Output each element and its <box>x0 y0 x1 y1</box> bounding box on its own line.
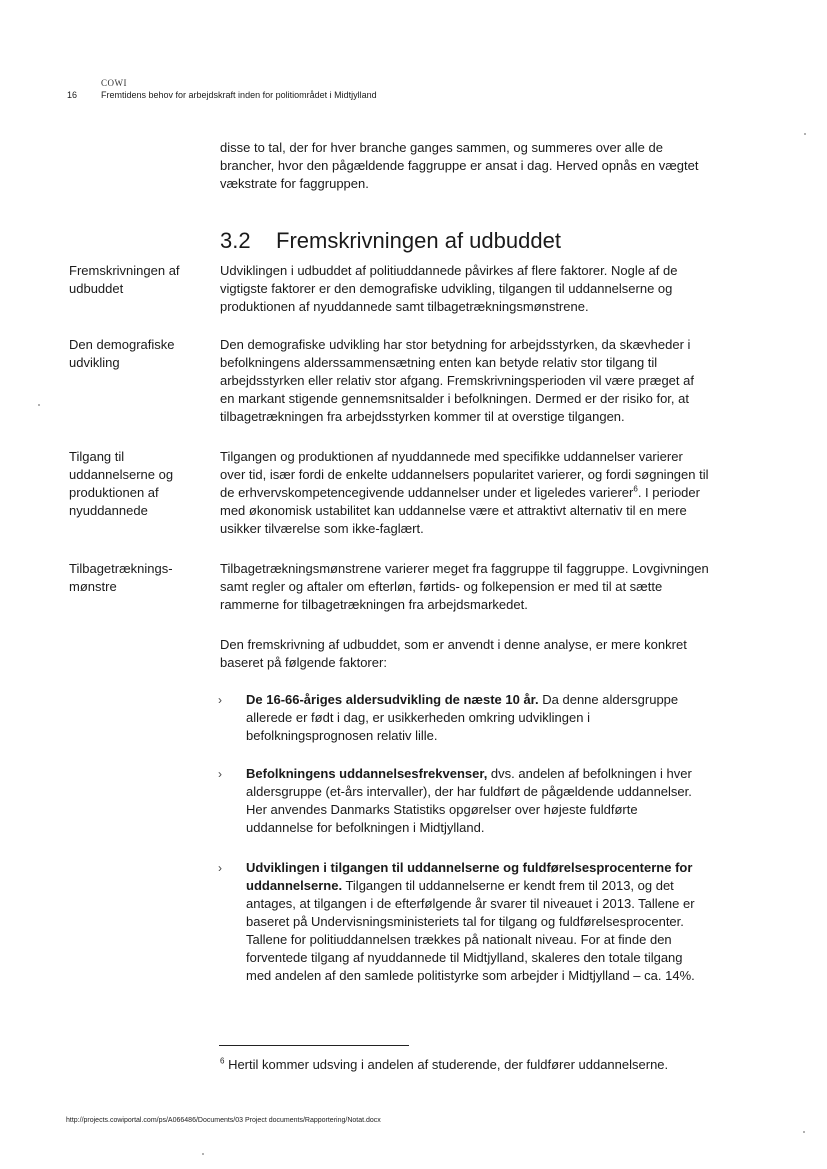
bullet-marker: › <box>218 861 222 875</box>
paragraph-tilgang <box>220 448 710 538</box>
bullet-marker: › <box>218 693 222 707</box>
paragraph-tilgang-part1: Tilgangen og produktionen af nyuddannede med specifikke uddannelser varierer over tid, især fordi de enkelte uddannelsers popularitet varierer, og fordi søgningen til de erhvervskompetencegivende uddannelser under et ligeledes varierer <box>220 449 709 500</box>
bullet-item-uddannelsesfrekvenser <box>246 765 708 837</box>
paragraph-demografi: Den demografiske udvikling har stor betydning for arbejdsstyrken, da skævheder i befolkningens alderssammensætning enten kan betyde relativ stor tilgang til arbejdsstyrken eller relativ stor afgang. Fremskrivningsperioden vil være præget af en markant stigende gennemsnitsalder i befolkningen. Dermed er der risiko for, at tilbagetrækningen fra arbejdsstyrken kommer til at overstige tilgangen. <box>220 337 694 424</box>
paragraph-fremskrivning: Den fremskrivning af udbuddet, som er anvendt i denne analyse, er mere konkret baseret på følgende faktorer: <box>220 637 687 670</box>
scan-speck <box>804 133 806 135</box>
footnote-separator <box>219 1045 409 1046</box>
margin-note-demografi: Den demografiske udvikling <box>69 337 175 370</box>
margin-note-fremskrivning: Fremskrivningen af udbuddet <box>69 263 180 296</box>
scan-speck <box>803 1131 805 1133</box>
running-title: Fremtidens behov for arbejdskraft inden for politiområdet i Midtjylland <box>101 90 377 100</box>
margin-note-tilgang: Tilgang til uddannelserne og produktionen af nyuddannede <box>69 449 174 518</box>
footnote <box>220 1056 668 1074</box>
bullet-item-bold: Udviklingen i tilgangen til uddannelserne og fuldførelsesprocenterne for uddannelserne. <box>246 860 693 893</box>
paragraph-tilbagetraekning: Tilbagetrækningsmønstrene varierer meget fra faggruppe til faggruppe. Lovgivningen samt regler og aftaler om efterløn, førtids- og folkepension er med til at sætte rammerne for tilbagetrækningen fra arbejdsmarkedet. <box>220 561 709 612</box>
footer-document-path: http://projects.cowiportal.com/ps/A066486/Documents/03 Project documents/Rapportering/Notat.docx <box>66 1117 381 1124</box>
scan-speck <box>202 1153 204 1155</box>
section-heading <box>220 227 561 255</box>
margin-note-tilbagetraekning: Tilbagetræknings-mønstre <box>69 561 173 594</box>
bullet-item-tilgang <box>246 859 708 985</box>
bullet-item-aldersudvikling <box>246 691 708 745</box>
company-logo: COWI <box>101 78 127 88</box>
bullet-item-text: Da denne aldersgruppe allerede er født i dag, er usikkerheden omkring udviklingen i befolkningsprognosen relativ lille. <box>246 692 679 743</box>
scan-speck <box>38 404 40 406</box>
bullet-item-text: Tilgangen til uddannelserne er kendt frem til 2013, og det antages, at tilgangen i de efterfølgende år svarer til niveauet i 2013. Tallene er baseret på Undervisningsministeriets tal for tilgang og fuldførelsesprocenter. Tallene for politiuddannelsen trækkes på nationalt niveau. For at finde den forventede tilgang af nyuddannede til Midtjylland, skaleres den totale tilgang med andelen af den samlede politistyrke som arbejder i Midtjylland – ca. 14%. <box>246 878 695 983</box>
footnote-ref: 6 <box>633 484 638 494</box>
paragraph-udbud: Udviklingen i udbuddet af politiuddannede påvirkes af flere faktorer. Nogle af de vigtigste faktorer er den demografiske udvikling, tilgangen til uddannelserne og produktionen af nyuddannede samt tilbagetrækningsmønstrene. <box>220 263 678 314</box>
bullet-item-text: dvs. andelen af befolkningen i hver aldersgruppe (et-års intervaller), der har fuldført de pågældende uddannelser. Her anvendes Danmarks Statistiks opgørelser over højeste fuldførte uddannelse for befolkningen i Midtjylland. <box>246 766 692 835</box>
footnote-text: Hertil kommer udsving i andelen af studerende, der fuldfører uddannelserne. <box>224 1057 669 1072</box>
bullet-marker: › <box>218 767 222 781</box>
bullet-item-bold: De 16-66-åriges aldersudvikling de næste 10 år. <box>246 692 539 707</box>
section-number: 3.2 <box>220 228 251 253</box>
bullet-item-bold: Befolkningens uddannelsesfrekvenser, <box>246 766 488 781</box>
paragraph-tilgang-part2: . I perioder med økonomisk ustabilitet kan uddannelse være et attraktivt alternativ til en mere usikker tilværelse som ikke-faglært. <box>220 485 700 536</box>
footnote-number: 6 <box>220 1056 225 1066</box>
page-number: 16 <box>67 90 78 100</box>
intro-paragraph: disse to tal, der for hver branche ganges sammen, og summeres over alle de brancher, hvor den pågældende faggruppe er ansat i dag. Herved opnås en vægtet vækstrate for faggruppen. <box>220 140 699 191</box>
section-title: Fremskrivningen af udbuddet <box>276 228 561 253</box>
